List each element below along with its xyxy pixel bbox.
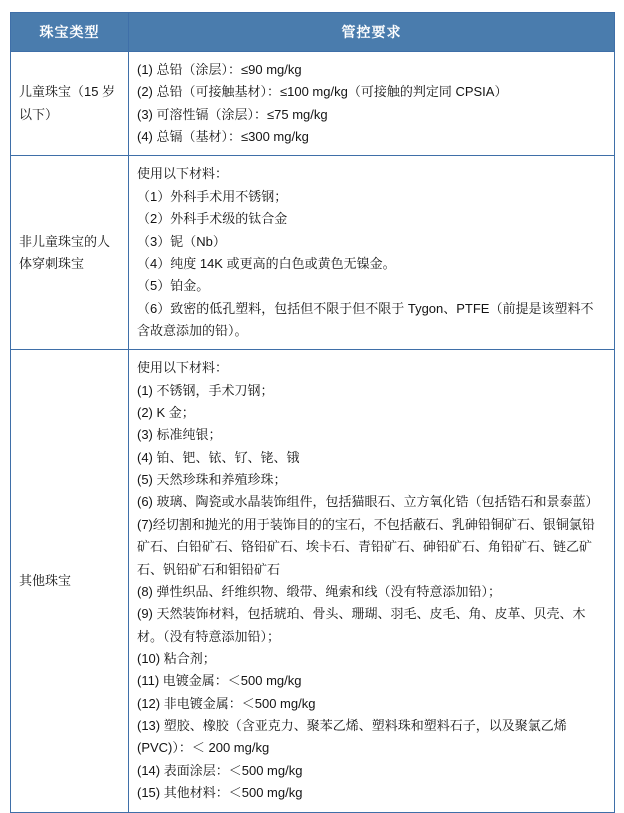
requirement-line: 使用以下材料： [137,166,229,182]
table-head [11,13,615,52]
requirement-line: (10) 粘合剂； [137,650,216,666]
requirement-line: (4) 铂、钯、铱、钌、铑、锇 [137,449,300,465]
requirement-line: （1）外科手术用不锈钢； [137,188,288,204]
jewelry-regulation-table [10,12,615,813]
column-header-control-requirement: 管控要求 [129,13,615,52]
requirement-line: （4）纯度 14K 或更高的白色或黄色无镍金。 [137,255,396,271]
requirement-line: (2) K 金； [137,405,195,421]
requirement-line: (1) 不锈钢，手术刀钢； [137,382,274,398]
column-header-jewelry-type: 珠宝类型 [11,13,129,52]
cell-category: 儿童珠宝（15 岁以下） [11,52,129,156]
requirement-line: (11) 电镀金属：＜500 mg/kg [137,673,302,689]
requirement-line: (12) 非电镀金属：＜500 mg/kg [137,695,316,711]
cell-requirements [129,156,615,350]
requirement-line: (5) 天然珍珠和养殖珍珠； [137,472,287,488]
requirement-line: （3）铌（Nb） [137,233,226,249]
requirement-line: (4) 总镉（基材）：≤300 mg/kg [137,129,309,145]
table-body [11,52,615,813]
requirement-line: (3) 可溶性镉（涂层）：≤75 mg/kg [137,106,328,122]
table-row [11,52,615,156]
requirement-line: (14) 表面涂层：＜500 mg/kg [137,762,303,778]
requirement-line: (8) 弹性织品、纤维织物、缎带、绳索和线（没有特意添加铅）； [137,583,502,599]
requirement-line: （5）铂金。 [137,278,210,294]
table-header-row [11,13,615,52]
requirement-line: (3) 标准纯银； [137,427,222,443]
requirement-line: (2) 总铅（可接触基材）：≤100 mg/kg（可接触的判定同 CPSIA） [137,84,508,100]
requirement-line: (15) 其他材料：＜500 mg/kg [137,785,303,801]
cell-category: 其他珠宝 [11,350,129,812]
requirement-line: （2）外科手术级的钛合金 [137,211,288,227]
cell-category: 非儿童珠宝的人体穿刺珠宝 [11,156,129,350]
requirement-line: (7)经切割和抛光的用于装饰目的的宝石，不包括蔽石、乳砷铅铜矿石、银铜氯铅矿石、白铅矿石、铬铅矿石、埃卡石、青铅矿石、砷铅矿石、角铅矿石、链乙矿石、钒铅矿石和钼铅矿石 [137,516,595,577]
requirement-line: (1) 总铅（涂层）：≤90 mg/kg [137,62,302,77]
table-row [11,156,615,350]
cell-requirements [129,52,615,156]
requirement-line: (9) 天然装饰材料，包括琥珀、骨头、珊瑚、羽毛、皮毛、角、皮革、贝壳、木材。（没有特意添加铅）； [137,606,586,644]
cell-requirements [129,350,615,812]
requirement-line: 使用以下材料： [137,360,229,376]
table-row [11,350,615,812]
requirement-line: （6）致密的低孔塑料，包括但不限于但不限于 Tygon、PTFE（前提是该塑料不含故意添加的铅）。 [137,300,594,338]
requirement-line: (6) 玻璃、陶瓷或水晶装饰组件，包括猫眼石、立方氧化锆（包括锆石和景泰蓝） [137,494,599,510]
requirement-line: (13) 塑胶、橡胶（含亚克力、聚苯乙烯、塑料珠和塑料石子，以及聚氯乙烯(PVC)）：＜ 200 mg/kg [137,718,567,756]
